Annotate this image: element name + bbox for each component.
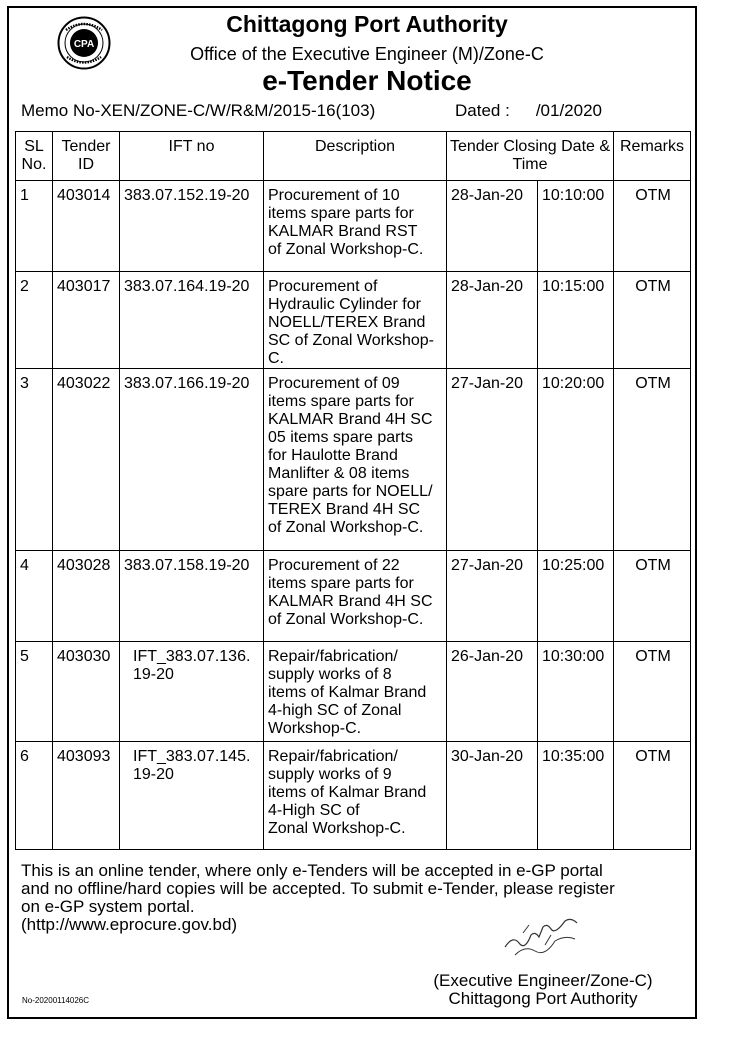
online-tender-note (21, 862, 693, 934)
cell-description-line: Repair/fabrication/ (268, 748, 398, 765)
col-description: Description (264, 132, 447, 181)
cell-description-line: of Zonal Workshop-C. (268, 611, 424, 628)
dated-value: /01/2020 (535, 101, 602, 120)
cell-description-line: TEREX Brand 4H SC (268, 501, 421, 518)
note-line: This is an online tender, where only e-Tenders will be accepted in e-GP portal (21, 861, 603, 880)
col-closing: Tender Closing Date & Time (447, 132, 614, 181)
col-sl: SL No. (16, 132, 53, 181)
cell-remarks: OTM (614, 551, 691, 642)
office-name: Office of the Executive Engineer (M)/Zone-C (190, 44, 544, 64)
cell-description (264, 742, 447, 850)
signatory-block (418, 972, 668, 1008)
cell-description-line: SC of Zonal Workshop-C. (268, 332, 434, 367)
memo-number: Memo No-XEN/ZONE-C/W/R&M/2015-16(103) (21, 101, 376, 120)
dated-label: Dated : (455, 101, 510, 120)
cell-ift-line: 383.07.158.19-20 (124, 557, 250, 574)
cell-description-line: 4-high SC of Zonal (268, 702, 402, 719)
document-number: No-20200114026C (22, 996, 90, 1005)
cell-description-line: Hydraulic Cylinder for (268, 296, 421, 313)
cell-description-line: Procurement of 09 (268, 375, 400, 392)
table-row (16, 181, 691, 272)
cell-ift (120, 551, 264, 642)
handwritten-signature-icon (495, 905, 585, 965)
cell-sl: 3 (16, 369, 53, 551)
cell-closing-time: 10:10:00 (538, 181, 614, 272)
cell-remarks: OTM (614, 181, 691, 272)
cell-ift-line: 383.07.164.19-20 (124, 278, 250, 295)
tender-table (15, 131, 691, 850)
col-remarks: Remarks (614, 132, 691, 181)
cell-closing-time: 10:35:00 (538, 742, 614, 850)
cell-description-line: 4-High SC of (268, 802, 360, 819)
logo-text: CPA (73, 39, 95, 50)
cell-description-line: items of Kalmar Brand (268, 784, 427, 801)
notice-title: e-Tender Notice (262, 65, 472, 96)
cell-sl: 1 (16, 181, 53, 272)
cell-remarks: OTM (614, 742, 691, 850)
cell-remarks: OTM (614, 272, 691, 369)
cell-description-line: Repair/fabrication/ (268, 648, 398, 665)
col-tender-id: Tender ID (53, 132, 120, 181)
cell-description-line: Procurement of 10 (268, 187, 400, 204)
cell-description-line: Procurement of 22 (268, 557, 400, 574)
cell-ift (120, 642, 264, 742)
cell-closing-time: 10:30:00 (538, 642, 614, 742)
cell-description-line: items spare parts for (268, 575, 414, 592)
cell-description-line: items spare parts for (268, 393, 414, 410)
signatory-org: Chittagong Port Authority (448, 989, 638, 1008)
cell-sl: 6 (16, 742, 53, 850)
cell-description (264, 369, 447, 551)
table-row (16, 642, 691, 742)
cell-tender-id: 403093 (53, 742, 120, 850)
table-row (16, 742, 691, 850)
cell-ift-line: 383.07.166.19-20 (124, 375, 250, 392)
col-ift: IFT no (120, 132, 264, 181)
cell-ift (120, 369, 264, 551)
cell-description-line: NOELL/TEREX Brand (268, 314, 426, 331)
cell-description-line: Zonal Workshop-C. (268, 820, 406, 837)
cell-description-line: spare parts for NOELL/ (268, 483, 433, 500)
cell-ift-line: 19-20 (133, 666, 174, 683)
cell-description-line: Workshop-C. (268, 720, 362, 737)
cell-description-line: KALMAR Brand 4H SC (268, 593, 433, 610)
eprocure-link[interactable]: (http://www.eprocure.gov.bd) (21, 915, 238, 934)
cell-description-line: for Haulotte Brand (268, 447, 398, 464)
cell-description (264, 551, 447, 642)
cell-remarks: OTM (614, 369, 691, 551)
cell-ift-line: IFT_383.07.145. (133, 748, 251, 765)
cell-tender-id: 403014 (53, 181, 120, 272)
cell-description-line: Procurement of (268, 278, 378, 295)
cell-ift (120, 272, 264, 369)
cell-tender-id: 403028 (53, 551, 120, 642)
cell-description (264, 642, 447, 742)
cell-description-line: Manlifter & 08 items (268, 465, 410, 482)
cell-remarks: OTM (614, 642, 691, 742)
organization-name: Chittagong Port Authority (226, 11, 508, 37)
cell-closing-date: 28-Jan-20 (447, 272, 538, 369)
signatory-title: (Executive Engineer/Zone-C) (433, 971, 653, 990)
note-line: and no offline/hard copies will be accepted. To submit e-Tender, please register (21, 879, 615, 898)
cell-sl: 2 (16, 272, 53, 369)
dated-line (455, 101, 602, 121)
cell-description-line: items of Kalmar Brand (268, 684, 427, 701)
cell-closing-date: 27-Jan-20 (447, 369, 538, 551)
cell-description-line: KALMAR Brand 4H SC (268, 411, 433, 428)
cell-closing-date: 28-Jan-20 (447, 181, 538, 272)
cell-closing-time: 10:25:00 (538, 551, 614, 642)
cell-ift-line: IFT_383.07.136. (133, 648, 251, 665)
cell-description-line: of Zonal Workshop-C. (268, 241, 424, 258)
cell-ift-line: 19-20 (133, 766, 174, 783)
cell-sl: 5 (16, 642, 53, 742)
cell-ift (120, 742, 264, 850)
table-row (16, 551, 691, 642)
cell-sl: 4 (16, 551, 53, 642)
cell-closing-date: 27-Jan-20 (447, 551, 538, 642)
cell-description (264, 181, 447, 272)
cell-tender-id: 403030 (53, 642, 120, 742)
cell-description-line: KALMAR Brand RST (268, 223, 418, 240)
cell-description-line: 05 items spare parts (268, 429, 413, 446)
cell-closing-time: 10:20:00 (538, 369, 614, 551)
cell-description-line: of Zonal Workshop-C. (268, 519, 424, 536)
table-header-row (16, 132, 691, 181)
cell-description (264, 272, 447, 369)
cell-tender-id: 403017 (53, 272, 120, 369)
cell-closing-date: 30-Jan-20 (447, 742, 538, 850)
cell-ift (120, 181, 264, 272)
cell-tender-id: 403022 (53, 369, 120, 551)
cell-ift-line: 383.07.152.19-20 (124, 187, 250, 204)
table-row (16, 272, 691, 369)
note-line: on e-GP system portal. (21, 897, 195, 916)
cell-description-line: supply works of 9 (268, 766, 392, 783)
cell-closing-time: 10:15:00 (538, 272, 614, 369)
cell-closing-date: 26-Jan-20 (447, 642, 538, 742)
table-row (16, 369, 691, 551)
cell-description-line: supply works of 8 (268, 666, 392, 683)
cell-description-line: items spare parts for (268, 205, 414, 222)
